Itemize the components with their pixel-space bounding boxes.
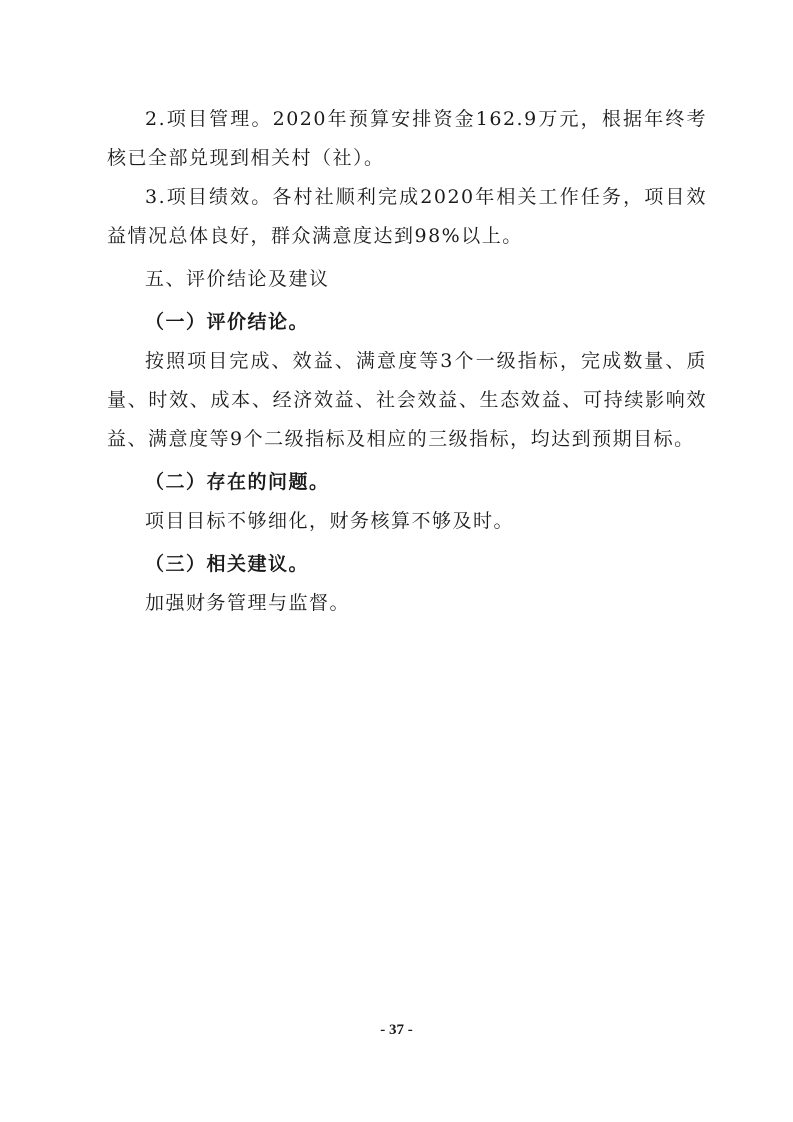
paragraph-project-management: 2.项目管理。2020年预算安排资金162.9万元，根据年终考核已全部兑现到相关村（社）。 bbox=[107, 108, 707, 169]
subheading-related-suggestions: （三）相关建议。 bbox=[145, 553, 310, 575]
paragraph-evaluation-conclusion: 按照项目完成、效益、满意度等3个一级指标，完成数量、质量、时效、成本、经济效益、社会效益、生态效益、可持续影响效益、满意度等9个二级指标及相应的三级指标，均达到预期目标。 bbox=[107, 350, 707, 450]
paragraph-related-suggestions: 加强财务管理与监督。 bbox=[145, 592, 351, 614]
paragraph-existing-problems: 项目目标不够细化，财务核算不够及时。 bbox=[145, 510, 515, 532]
section-heading-evaluation: 五、评价结论及建议 bbox=[145, 268, 330, 290]
document-body bbox=[107, 100, 707, 623]
subheading-evaluation-conclusion: （一）评价结论。 bbox=[145, 311, 310, 333]
page-number: - 37 - bbox=[380, 1022, 413, 1038]
subheading-existing-problems: （二）存在的问题。 bbox=[145, 471, 330, 493]
paragraph-project-performance: 3.项目绩效。各村社顺利完成2020年相关工作任务，项目效益情况总体良好，群众满意度达到98%以上。 bbox=[107, 186, 707, 247]
